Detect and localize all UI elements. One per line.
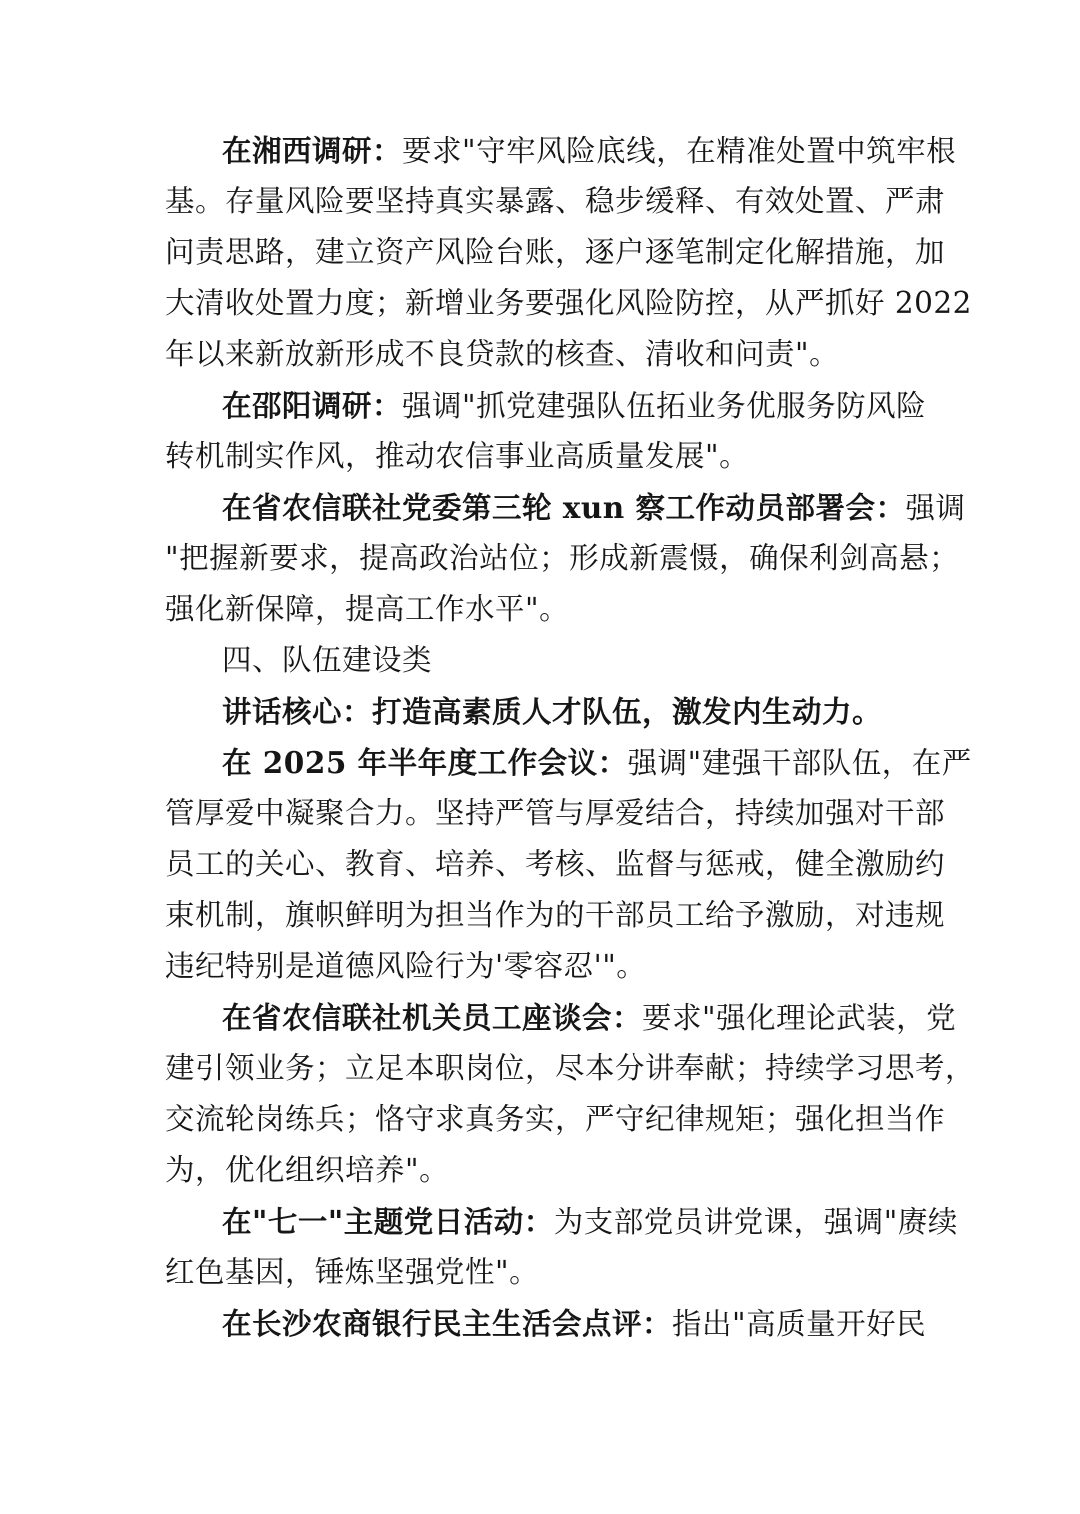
text-line: [0, 125, 1080, 176]
text-line: [0, 737, 1080, 788]
paragraph-lead: 在省农信联社党委第三轮 xun 察工作动员部署会：: [222, 490, 906, 525]
text-line: 管厚爱中凝聚合力。坚持严管与厚爱结合，持续加强对干部: [165, 796, 946, 830]
paragraph-xiangxi: [0, 125, 1080, 380]
paragraph-lead: 在长沙农商银行民主生活会点评：: [222, 1306, 673, 1341]
section-heading: [0, 635, 1080, 686]
text-line: 束机制，旗帜鲜明为担当作为的干部员工给予激励，对违规: [165, 898, 946, 932]
paragraph-text: 强调"抓党建强队伍拓业务优服务防风险: [402, 389, 927, 423]
paragraph-text: 强调"建强干部队伍，在严: [627, 746, 972, 780]
speech-core: [0, 686, 1080, 737]
paragraph-changsha-bank: [0, 1298, 1080, 1349]
paragraph-midyear-meeting: [0, 737, 1080, 992]
paragraph-text: 为支部党员讲党课，强调"赓续: [553, 1205, 958, 1239]
paragraph-staff-forum: [0, 992, 1080, 1196]
section-title: 四、队伍建设类: [222, 643, 433, 677]
text-line: 基。存量风险要坚持真实暴露、稳步缓释、有效处置、严肃: [165, 184, 946, 218]
text-line: 红色基因，锤炼坚强党性"。: [165, 1255, 540, 1289]
paragraph-text: 要求"守牢风险底线，在精准处置中筑牢根: [402, 134, 957, 168]
paragraph-text: 要求"强化理论武装，党: [642, 1001, 957, 1035]
paragraph-lead: 在湘西调研：: [222, 133, 403, 168]
text-line: 年以来新放新形成不良贷款的核查、清收和问责"。: [165, 337, 840, 371]
paragraph-text: 指出"高质量开好民: [672, 1307, 927, 1341]
text-line: 问责思路，建立资产风险台账，逐户逐笔制定化解措施，加: [165, 235, 946, 269]
text-line: "把握新要求，提高政治站位；形成新震慑，确保利剑高悬；: [165, 541, 960, 575]
paragraph-lead: 在 2025 年半年度工作会议：: [222, 745, 628, 780]
text-line: 为，优化组织培养"。: [165, 1153, 450, 1187]
text-line: 违纪特别是道德风险行为'零容忍'"。: [165, 949, 647, 983]
text-line: 交流轮岗练兵；恪守求真务实，严守纪律规矩；强化担当作: [165, 1102, 946, 1136]
text-line: [0, 380, 1080, 431]
text-line: 转机制实作风，推动农信事业高质量发展"。: [165, 439, 750, 473]
paragraph-lead: 在"七一"主题党日活动：: [222, 1204, 554, 1239]
text-line: [0, 1196, 1080, 1247]
paragraph-inspection-meeting: [0, 482, 1080, 635]
text-line: [0, 482, 1080, 533]
paragraph-lead: 在邵阳调研：: [222, 388, 403, 423]
text-line: 建引领业务；立足本职岗位，尽本分讲奉献；持续学习思考，: [165, 1051, 976, 1085]
text-line: [0, 992, 1080, 1043]
text-line: 员工的关心、教育、培养、考核、监督与惩戒，健全激励约: [165, 847, 946, 881]
paragraph-lead: 在省农信联社机关员工座谈会：: [222, 1000, 643, 1035]
text-line: 强化新保障，提高工作水平"。: [165, 592, 570, 626]
paragraph-text: 强调: [905, 491, 966, 525]
text-line: 大清收处置力度；新增业务要强化风险防控，从严抓好 2022: [165, 286, 972, 320]
text-line: [0, 1298, 1080, 1349]
paragraph-july-first: [0, 1196, 1080, 1298]
speech-core-text: 讲话核心：打造高素质人才队伍，激发内生动力。: [222, 694, 883, 729]
paragraph-shaoyang: [0, 380, 1080, 482]
